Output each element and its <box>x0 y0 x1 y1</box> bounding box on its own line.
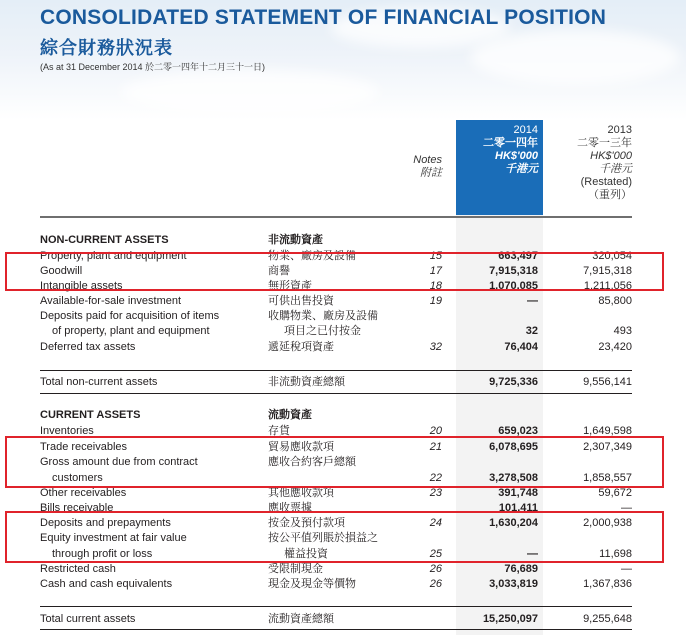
table-row <box>40 324 632 339</box>
year-2014-unit: HK$'000 <box>495 150 538 162</box>
row-value-2014: — <box>527 295 538 307</box>
header-rule <box>40 216 632 218</box>
row-label-chinese: 可供出售投資 <box>268 295 334 307</box>
row-label-chinese: 無形資產 <box>268 280 312 292</box>
row-value-2014: 76,404 <box>504 341 538 353</box>
table-row <box>40 294 632 309</box>
row-value-2014: 1,070,085 <box>489 280 538 292</box>
table-row <box>40 577 632 592</box>
row-value-2014: 1,630,204 <box>489 517 538 529</box>
row-value-2013: 2,307,349 <box>583 441 632 453</box>
row-label: Other receivables <box>40 487 127 499</box>
row-value-2013: — <box>621 563 632 575</box>
row-value-2014: 3,033,819 <box>489 578 538 590</box>
year-2013-unit: HK$'000 <box>590 150 632 162</box>
row-label: Property, plant and equipment <box>40 250 187 262</box>
cloud-shape <box>470 30 680 85</box>
row-label-chinese: 存貨 <box>268 425 290 437</box>
row-value-2013: 1,211,056 <box>583 280 632 292</box>
table-row <box>40 562 632 577</box>
row-label-chinese: 按金及預付款項 <box>268 517 345 529</box>
row-label-chinese: 流動資產 <box>268 409 312 421</box>
row-value-2014: 663,497 <box>498 250 538 262</box>
year-2013-restated: (Restated) <box>580 176 632 188</box>
highlight-box-deposits-equity <box>5 511 664 563</box>
rule-above-total-noncurrent <box>40 370 632 371</box>
row-value-2013: 85,800 <box>598 295 632 307</box>
row-label-chinese: 商譽 <box>268 265 290 277</box>
year-2014-unit-chinese: 千港元 <box>505 163 538 175</box>
row-label-chinese: 非流動資產總額 <box>268 376 345 388</box>
row-value-2014: 6,078,695 <box>489 441 538 453</box>
row-note: 25 <box>429 548 442 560</box>
row-value-2013: — <box>621 502 632 514</box>
row-label-chinese: 貿易應收款項 <box>268 441 334 453</box>
row-value-2013: 493 <box>613 325 632 337</box>
row-value-2013: 7,915,318 <box>583 265 632 277</box>
row-label: Cash and cash equivalents <box>40 578 173 590</box>
row-note: 32 <box>429 341 442 353</box>
row-value-2013: 23,420 <box>598 341 632 353</box>
row-label: Available-for-sale investment <box>40 295 182 307</box>
row-value-2014: 3,278,508 <box>489 472 538 484</box>
row-label-chinese: 應收票據 <box>268 502 312 514</box>
row-value-2013: 1,649,598 <box>583 425 632 437</box>
page-title-chinese: 綜合財務狀況表 <box>40 38 173 58</box>
page-title: CONSOLIDATED STATEMENT OF FINANCIAL POSITION <box>40 6 607 29</box>
row-label-chinese: 現金及現金等價物 <box>268 578 356 590</box>
row-label: Deposits paid for acquisition of items <box>40 310 220 322</box>
notes-column-header <box>400 154 442 180</box>
row-label-chinese: 其他應收款項 <box>268 487 334 499</box>
year-2013-column-header <box>548 124 632 202</box>
row-label-chinese: 應收合約客戶總額 <box>268 456 356 468</box>
year-2014-label-chinese: 二零一四年 <box>483 137 538 149</box>
row-note: 26 <box>429 578 442 590</box>
row-label: customers <box>52 472 103 484</box>
row-value-2014: — <box>527 548 538 560</box>
year-2013-unit-chinese: 千港元 <box>599 163 632 175</box>
row-note: 24 <box>429 517 442 529</box>
row-value-2014: 15,250,097 <box>482 613 538 625</box>
year-2014-label: 2014 <box>513 124 538 136</box>
row-label-chinese: 遞延稅項資產 <box>268 341 334 353</box>
row-value-2014: 9,725,336 <box>489 376 538 388</box>
row-value-2014: 101,411 <box>498 502 538 514</box>
row-value-2013: 1,858,557 <box>583 472 632 484</box>
notes-label-chinese: 附註 <box>420 167 442 179</box>
table-row <box>40 340 632 355</box>
year-2014-column-header <box>456 124 538 176</box>
row-label: CURRENT ASSETS <box>40 409 141 421</box>
table-row <box>40 309 632 324</box>
row-value-2014: 32 <box>525 325 538 337</box>
cloud-shape <box>120 70 380 115</box>
row-label-chinese: 按公平值列賬於損益之 <box>268 532 378 544</box>
row-label: Equity investment at fair value <box>40 532 187 544</box>
row-label: Deposits and prepayments <box>40 517 171 529</box>
rule-above-total-current <box>40 606 632 607</box>
row-label: of property, plant and equipment <box>52 325 210 337</box>
row-value-2013: 9,255,648 <box>583 613 632 625</box>
highlight-box-goodwill <box>5 252 664 291</box>
notes-label: Notes <box>413 154 442 166</box>
row-label: Deferred tax assets <box>40 341 136 353</box>
table-row <box>40 408 632 423</box>
row-label: through profit or loss <box>52 548 153 560</box>
row-value-2013: 320,054 <box>592 250 632 262</box>
row-note: 21 <box>429 441 442 453</box>
row-value-2013: 2,000,938 <box>583 517 632 529</box>
row-label-chinese: 物業、廠房及設備 <box>268 250 356 262</box>
row-label: Total current assets <box>40 613 136 625</box>
row-label-chinese: 權益投資 <box>284 548 328 560</box>
row-value-2013: 9,556,141 <box>583 376 632 388</box>
table-row <box>40 233 632 248</box>
row-note: 15 <box>429 250 442 262</box>
row-note: 26 <box>429 563 442 575</box>
row-label-chinese: 受限制現金 <box>268 563 323 575</box>
row-label: Gross amount due from contract <box>40 456 198 468</box>
table-row <box>40 375 632 390</box>
row-label-chinese: 流動資產總額 <box>268 613 334 625</box>
row-value-2013: 11,698 <box>599 548 632 560</box>
row-label: Total non-current assets <box>40 376 158 388</box>
rule-below-total-current <box>40 629 632 630</box>
row-value-2013: 59,672 <box>598 487 632 499</box>
row-label: Goodwill <box>40 265 83 277</box>
row-note: 22 <box>429 472 442 484</box>
year-2013-restated-chinese: （重列） <box>588 189 632 201</box>
year-2013-label-chinese: 二零一三年 <box>577 137 632 149</box>
row-label: Restricted cash <box>40 563 116 575</box>
row-label: Trade receivables <box>40 441 128 453</box>
row-value-2014: 76,689 <box>504 563 538 575</box>
row-label: Intangible assets <box>40 280 123 292</box>
row-label: Inventories <box>40 425 94 437</box>
highlight-box-trade-receivables <box>5 436 664 488</box>
statement-date: (As at 31 December 2014 於二零一四年十二月三十一日) <box>40 62 266 72</box>
row-note: 19 <box>429 295 442 307</box>
row-note: 20 <box>429 425 442 437</box>
row-value-2013: 1,367,836 <box>583 578 632 590</box>
row-note: 17 <box>429 265 442 277</box>
table-row <box>40 486 632 501</box>
row-label-chinese: 項目之已付按金 <box>284 325 361 337</box>
row-label-chinese: 非流動資產 <box>268 234 323 246</box>
row-label-chinese: 收購物業、廠房及設備 <box>268 310 378 322</box>
row-label: NON-CURRENT ASSETS <box>40 234 169 246</box>
row-value-2014: 7,915,318 <box>489 265 538 277</box>
row-note: 18 <box>429 280 442 292</box>
row-label: Bills receivable <box>40 502 114 514</box>
row-value-2014: 659,023 <box>498 425 538 437</box>
year-2013-label: 2013 <box>607 124 632 136</box>
rule-below-total-noncurrent <box>40 393 632 394</box>
row-note: 23 <box>429 487 442 499</box>
table-row <box>40 612 632 627</box>
row-value-2014: 391,748 <box>498 487 538 499</box>
